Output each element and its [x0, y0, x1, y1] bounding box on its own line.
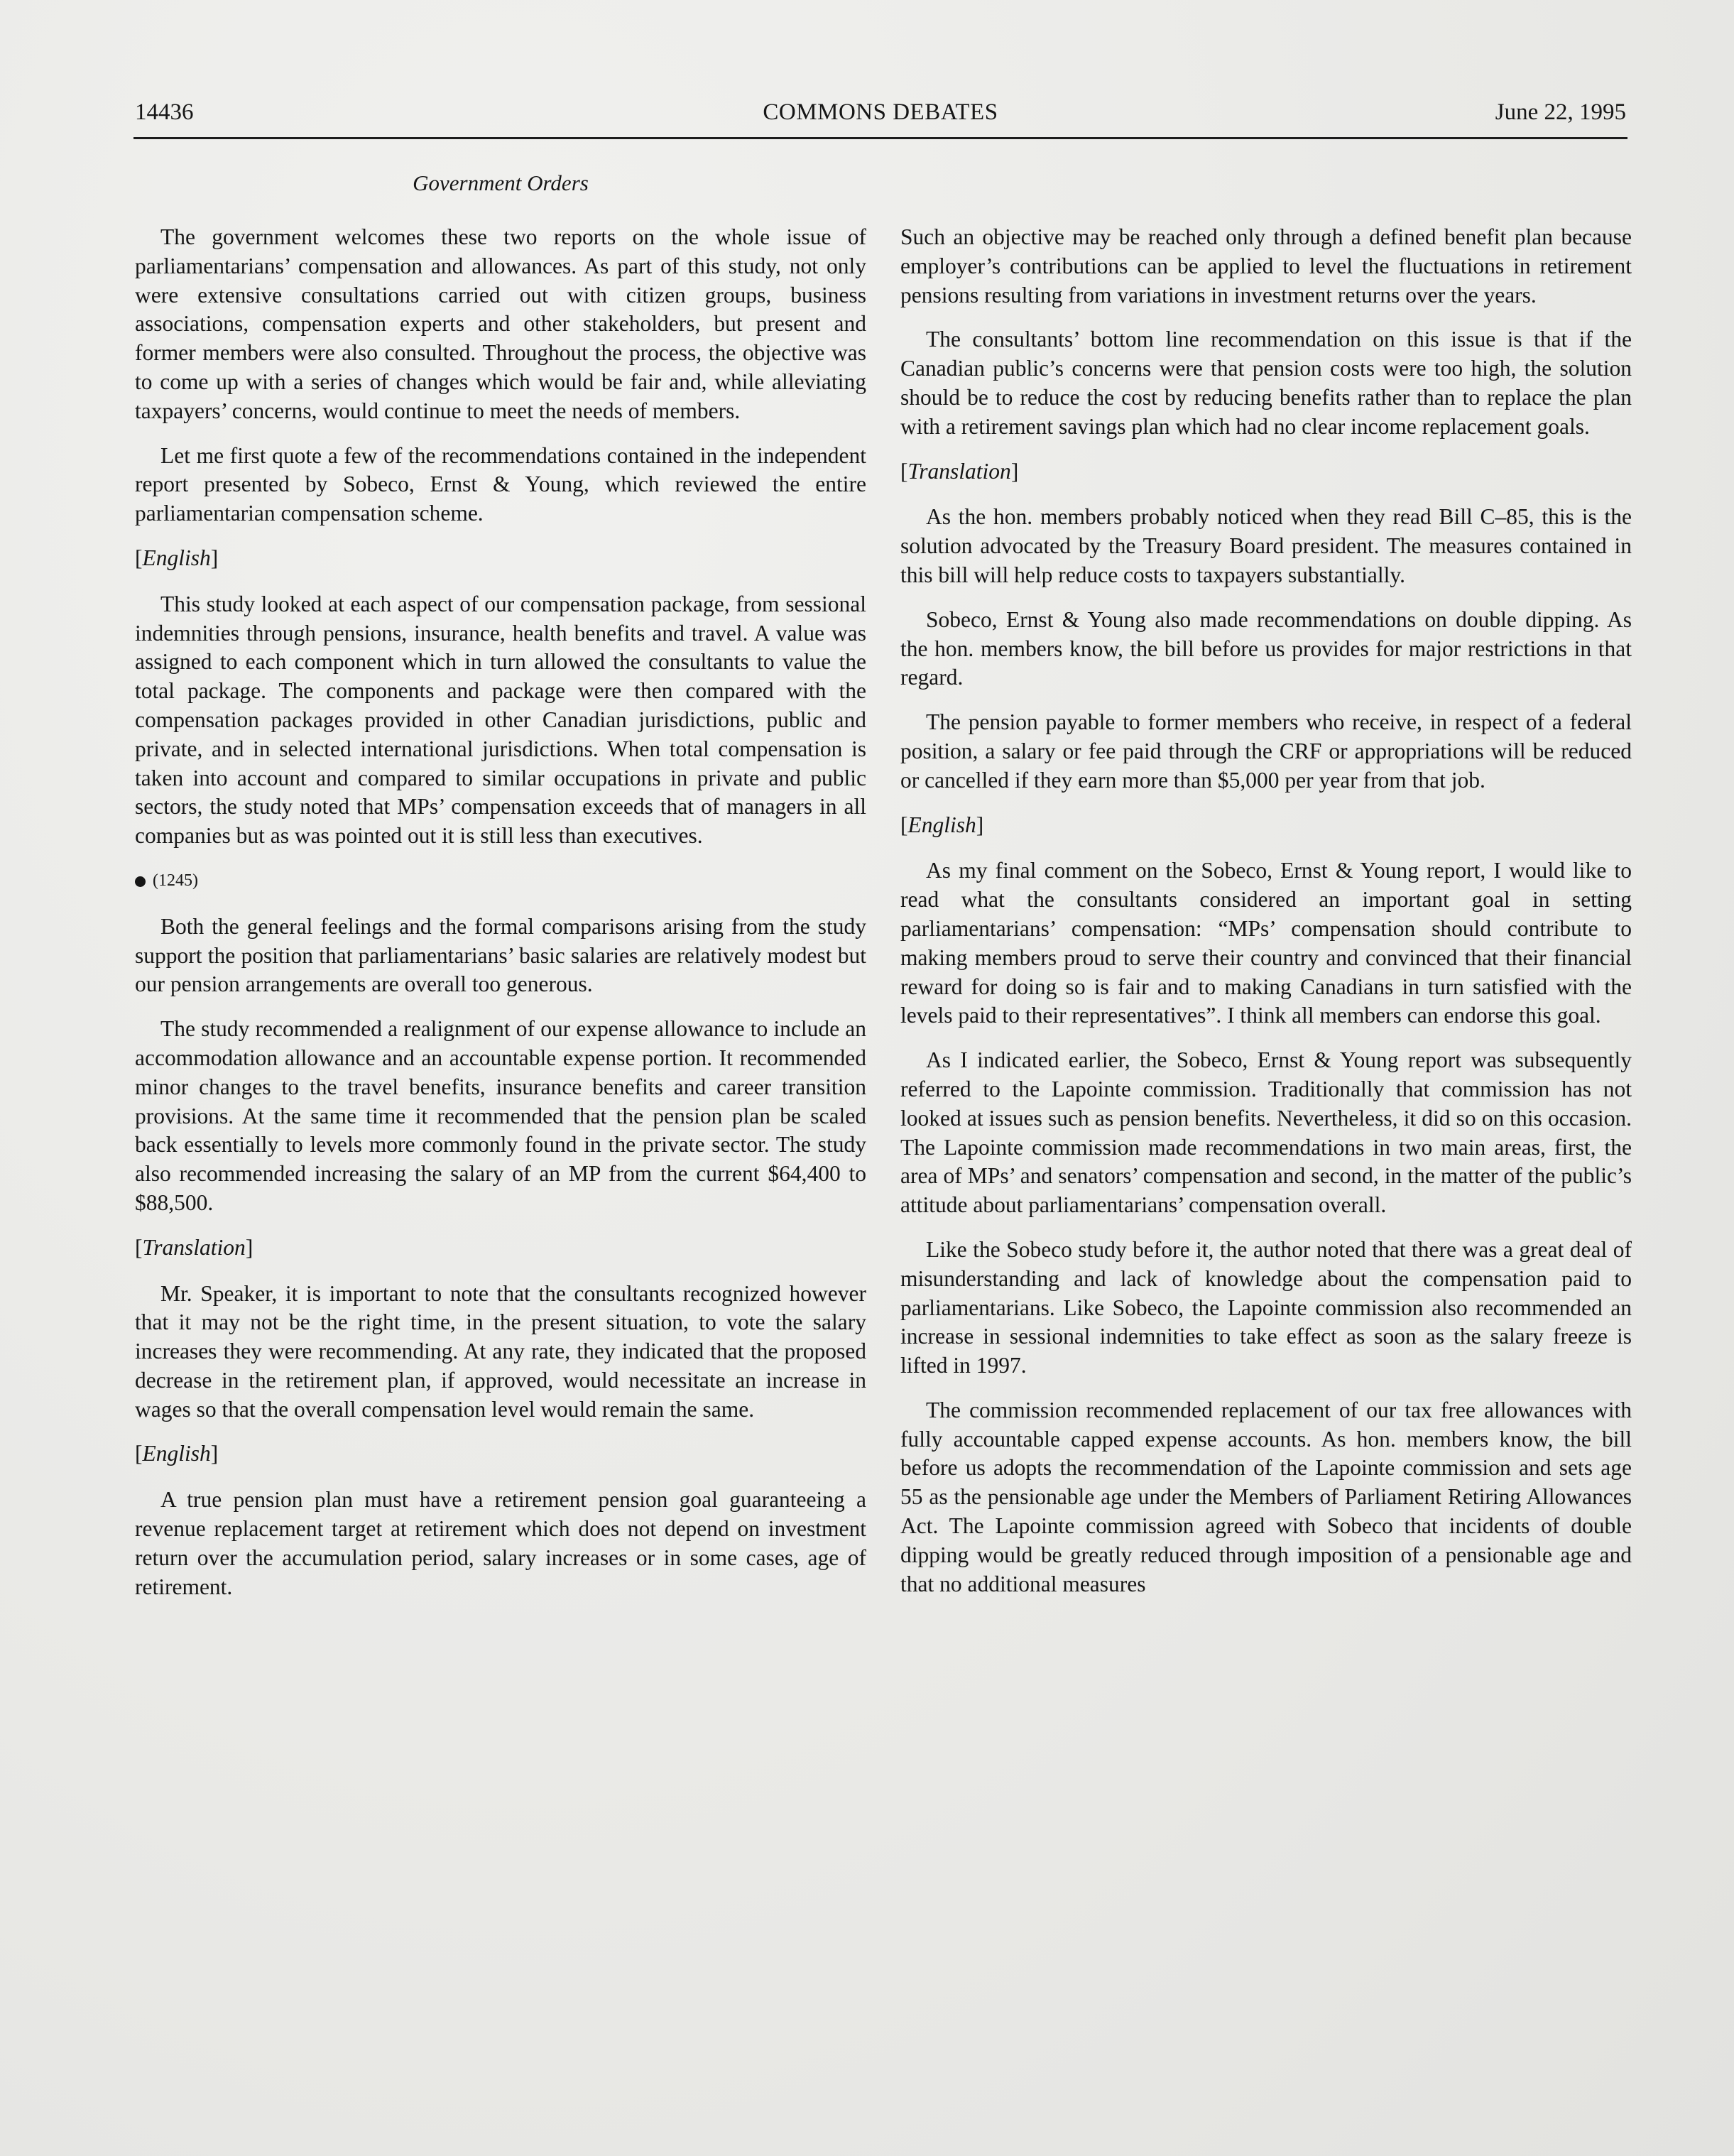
paragraph: The consultants’ bottom line recommendation on this issue is that if the Canadian public’s concerns were that pension costs were too high, the solution should be to reduce the cost by reducing benefits rather than to replace the plan with a retirement savings plan which had no clear income replacement goals. — [900, 327, 1632, 439]
paragraph: Mr. Speaker, it is important to note that the consultants recognized however that it may not be the right time, in the present situation, to vote the salary increases they were recommending. At any rate, they indicated that the proposed decrease in the retirement plan, if approved, would necessitate an increase in wages so that the overall compensation level would remain the same. — [135, 1280, 866, 1422]
paragraph: As my final comment on the Sobeco, Ernst & Young report, I would like to read what the consultants considered an important goal in setting parliamentarians’ compensation: “MPs’ compensation should contribute to making members proud to serve their country and convinced that their financial reward for doing so is fair and to making Canadians in turn satisfied with the levels paid to their representatives”. I think all members can endorse this goal. — [900, 858, 1632, 1028]
paragraph: Sobeco, Ernst & Young also made recommendations on double dipping. As the hon. members know, the bill before us provides for major restrictions in that regard. — [900, 606, 1632, 690]
language-tag: [Translation] — [135, 1234, 253, 1260]
paragraph: Let me first quote a few of the recommendations contained in the independent report presented by Sobeco, Ernst & Young, which reviewed the entire parliamentarian compensation scheme. — [135, 442, 866, 526]
paragraph: The commission recommended replacement of our tax free allowances with fully accountable capped expense accounts. As hon. members know, the bill before us adopts the recommendation of the Lapointe commission and sets age 55 as the pensionable age under the Members of Parliament Retiring Allowances Act. The Lapointe commission agreed with Sobeco that incidents of double dipping would be greatly reduced through imposition of a pensionable age and that no additional measures — [900, 1397, 1632, 1596]
paragraph: As the hon. members probably noticed when they read Bill C–85, this is the solution advocated by the Treasury Board president. The measures contained in this bill will help reduce costs to taxpayers substantially. — [900, 504, 1632, 587]
publication-date: June 22, 1995 — [1495, 99, 1626, 125]
time-marker: (1245) — [135, 866, 866, 895]
language-tag: [Translation] — [900, 458, 1019, 484]
paragraph: The study recommended a realignment of our expense allowance to include an accommodation allowance and an accountable expense portion. It recommended minor changes to the travel benefits, insurance benefits and career transition provisions. At the same time it recommended that the pension plan be scaled back essentially to levels more commonly found in the private sector. The study also recommended increasing the salary of an MP from the current $64,400 to $88,500. — [135, 1016, 866, 1215]
paragraph: This study looked at each aspect of our compensation package, from sessional indemnities through pensions, insurance, health benefits and travel. A value was assigned to each component which in turn allowed the consultants to value the total package. The components and package were then compared with the compensation packages provided in other Canadian jurisdictions, public and private, and in selected international jurisdictions. When total compensation is taken into account and compared to similar occupations in private and public sectors, the study noted that MPs’ compensation exceeds that of managers in all companies but as was pointed out it is still less than executives. — [135, 591, 866, 849]
paragraph: The pension payable to former members who receive, in respect of a federal position, a salary or fee paid through the CRF or appropriations will be reduced or cancelled if they earn more than $5,000 per year from that job. — [900, 709, 1632, 793]
language-tag: [English] — [135, 545, 219, 570]
paragraph: Such an objective may be reached only through a defined benefit plan because employer’s contributions can be applied to level the fluctuations in retirement pensions resulting from variations in investment returns over the years. — [900, 224, 1632, 307]
paragraph: Like the Sobeco study before it, the author noted that there was a great deal of misunderstanding and lack of knowledge about the compensation paid to parliamentarians. Like Sobeco, the Lapointe commission also recommended an increase in sessional indemnities to take effect as soon as the salary freeze is lifted in 1997. — [900, 1236, 1632, 1378]
publication-title: COMMONS DEBATES — [763, 99, 998, 125]
paragraph: The government welcomes these two reports on the whole issue of parliamentarians’ compensation and allowances. As part of this study, not only were extensive consultations carried out with citizen groups, business associations, compensation experts and other stakeholders, but present and former members were also consulted. Throughout the process, the objective was to come up with a series of changes which would be fair and, while alleviating taxpayers’ concerns, would continue to meet the needs of members. — [135, 224, 866, 423]
page-number: 14436 — [135, 99, 194, 125]
header-rule — [133, 137, 1627, 139]
language-tag: [English] — [135, 1441, 219, 1466]
paragraph: As I indicated earlier, the Sobeco, Ernst & Young report was subsequently referred to the Lapointe commission. Traditionally that commission has not looked at issues such as pension benefits. Nevertheless, it did so on this occasion. The Lapointe commission made recommendations in two main areas, first, the area of MPs’ and senators’ compensation and second, in the matter of the public’s attitude about parliamentarians’ compensation overall. — [900, 1047, 1632, 1218]
bullet-icon — [135, 876, 146, 887]
section-title: Government Orders — [413, 170, 589, 195]
language-tag: [English] — [900, 812, 984, 837]
paragraph: A true pension plan must have a retirement pension goal guaranteeing a revenue replacement target at retirement which does not depend on investment return over the accumulation period, salary increases or in some cases, age of retirement. — [135, 1487, 866, 1599]
left-column — [135, 223, 866, 1617]
paragraph: Both the general feelings and the formal comparisons arising from the study support the position that parliamentarians’ basic salaries are relatively modest but our pension arrangements are overall too generous. — [135, 913, 866, 997]
right-column — [900, 223, 1632, 1614]
page-header — [135, 99, 1626, 135]
